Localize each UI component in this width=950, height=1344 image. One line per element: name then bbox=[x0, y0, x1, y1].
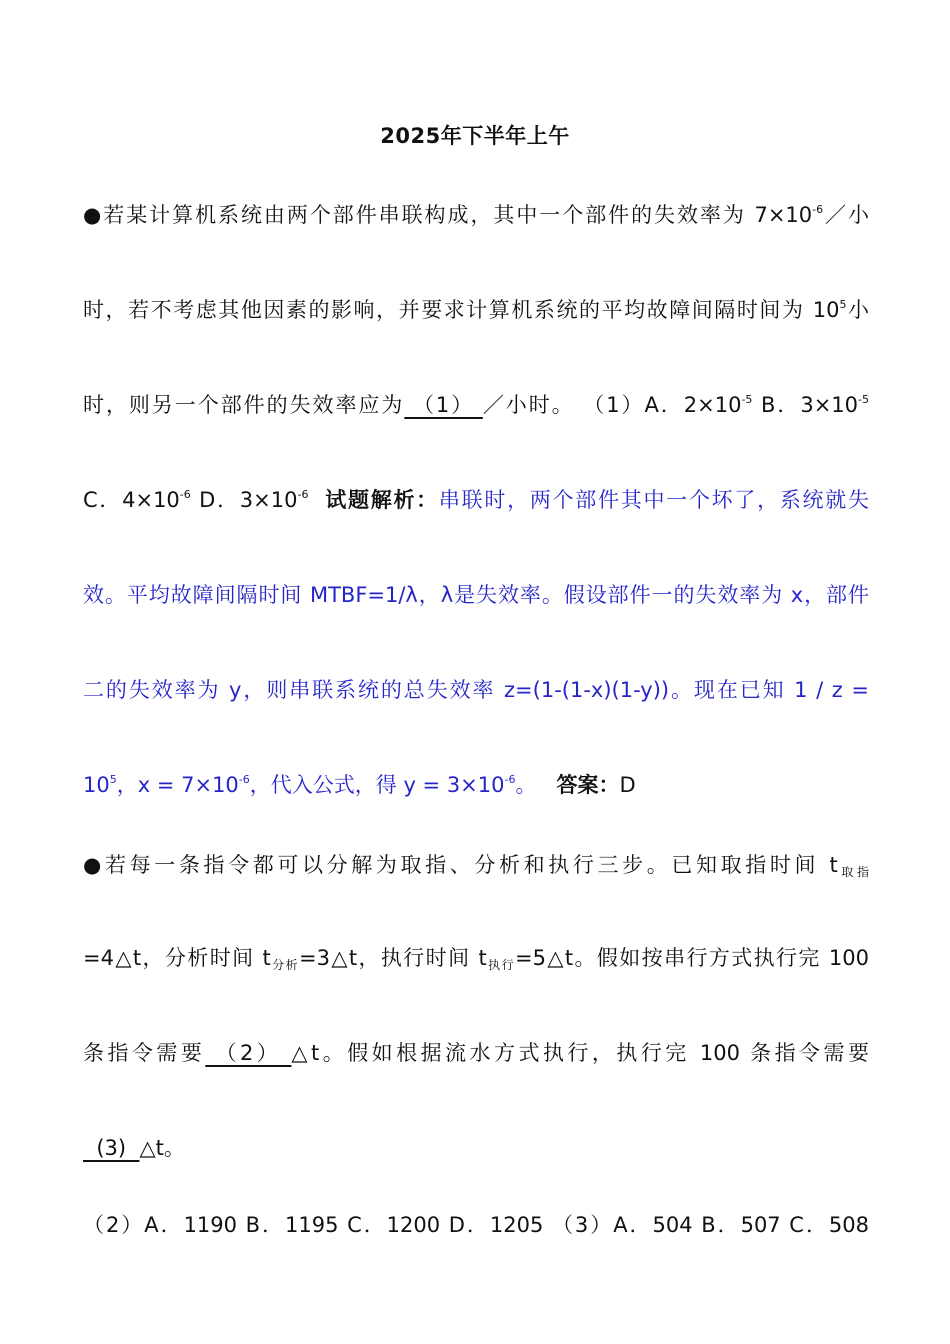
q1-line-2: 时，若不考虑其他因素的影响，并要求计算机系统的平均故障间隔时间为 $10^5$小 bbox=[83, 298, 869, 322]
answer-blank-1: （1） bbox=[404, 393, 483, 417]
q1-line-7: $10^5$，$x = 7\times 10^{-6}$，代入公式，得 $y = 3\times 10^{-6}$。 答案：D bbox=[83, 773, 636, 797]
analysis-text: 串联时，两个部件其中一个坏了，系统就失 bbox=[438, 488, 870, 512]
answer-value: D bbox=[619, 773, 636, 797]
q2-line-2: =4△t，分析时间 $t_{分析}=3\triangle t$，执行时间 $t_{执行}=5\triangle t$。假如按串行方式执行完 100 bbox=[83, 946, 869, 972]
answer-label: 答案： bbox=[556, 773, 620, 797]
page-title: 2025年下半年上午 bbox=[380, 124, 570, 148]
q2-line-4: (3) △t。 bbox=[83, 1136, 185, 1160]
q1-line-6: 二的失效率为 y，则串联系统的总失效率 z=(1-(1-x)(1-y))。现在已知 1 / z = bbox=[83, 678, 869, 702]
q1-line-3: 时，则另一个部件的失效率应为 （1） ／小时。 （1）A．$2\times 10^{-5}$ B．$3\times 10^{-5}$ bbox=[83, 393, 869, 417]
bullet: ● bbox=[83, 853, 105, 877]
q1-line-1: ●若某计算机系统由两个部件串联构成，其中一个部件的失效率为 $7\times 10^{-6}/$小 bbox=[83, 203, 870, 227]
q2-line-3: 条指令需要 （2） △t。假如根据流水方式执行，执行完 100 条指令需要 bbox=[83, 1041, 869, 1065]
bullet: ● bbox=[83, 203, 104, 227]
analysis-label: 试题解析： bbox=[325, 488, 439, 512]
q2-line-1: ●若每一条指令都可以分解为取指、分析和执行三步。已知取指时间 $t_{取指}$ bbox=[83, 853, 869, 879]
q1-line-4: C．$4\times 10^{-6}$ D．$3\times 10^{-6}$ 试题解析：串联时，两个部件其中一个坏了，系统就失 bbox=[83, 488, 870, 512]
answer-blank-2: （2） bbox=[205, 1041, 292, 1065]
q1-line-5: 效。平均故障间隔时间 MTBF=1/λ，λ是失效率。假设部件一的失效率为 x，部件 bbox=[83, 583, 869, 607]
answer-blank-3: (3) bbox=[83, 1136, 140, 1160]
q2-options: （2）A．1190 B．1195 C．1200 D．1205 （3）A．504 B．507 C．508 bbox=[83, 1213, 869, 1237]
